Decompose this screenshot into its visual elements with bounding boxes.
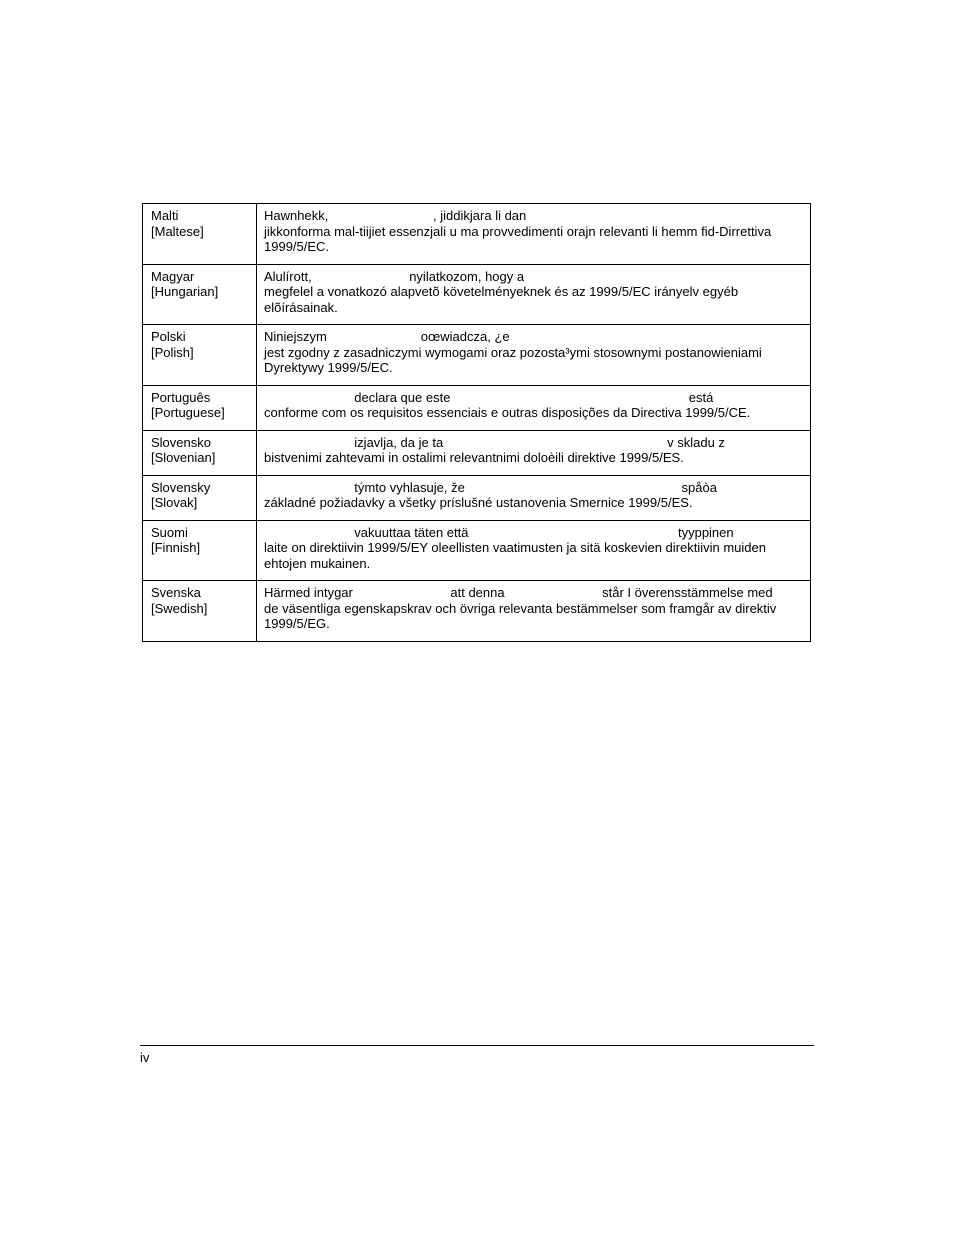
declaration-text-cell bbox=[257, 430, 811, 475]
declaration-line: Alulírott, nyilatkozom, hogy a bbox=[264, 268, 525, 284]
language-english-name: [Polish] bbox=[151, 344, 194, 360]
declaration-line: jikkonforma mal-tiijiet essenzjali u ma provvedimenti orajn relevanti li hemm fid-Dirrettiva bbox=[264, 223, 772, 239]
table-row bbox=[143, 204, 811, 265]
language-name: Slovensky bbox=[151, 479, 211, 495]
language-english-name: [Swedish] bbox=[151, 600, 208, 616]
language-english-name: [Portuguese] bbox=[151, 405, 225, 420]
declaration-text-cell bbox=[257, 475, 811, 520]
footer-divider bbox=[140, 1045, 814, 1046]
language-cell bbox=[143, 581, 257, 642]
language-cell bbox=[143, 385, 257, 430]
table-row bbox=[143, 581, 811, 642]
language-cell bbox=[143, 325, 257, 386]
table-row bbox=[143, 475, 811, 520]
declaration-line: bistvenimi zahtevami in ostalimi relevantnimi doloèili direktive 1999/5/ES. bbox=[264, 450, 684, 465]
table-row bbox=[143, 430, 811, 475]
language-english-name: [Maltese] bbox=[151, 223, 204, 239]
declaration-line: Härmed intygar att denna står I överensstämmelse med bbox=[264, 585, 773, 600]
declaration-table bbox=[142, 203, 811, 642]
declaration-text-cell bbox=[257, 264, 811, 325]
language-english-name: [Slovenian] bbox=[151, 450, 216, 465]
declaration-line: jest zgodny z zasadniczymi wymogami oraz pozosta³ymi stosownymi postanowieniami bbox=[264, 344, 762, 360]
declaration-table-body bbox=[143, 204, 811, 642]
declaration-line: 1999/5/EC. bbox=[264, 239, 330, 254]
declaration-line: megfelel a vonatkozó alapvetõ követelményeknek és az 1999/5/EC irányelv egyéb bbox=[264, 284, 739, 299]
declaration-text-cell bbox=[257, 520, 811, 581]
language-name: Português bbox=[151, 389, 211, 405]
declaration-line: ehtojen mukainen. bbox=[264, 555, 371, 571]
language-cell bbox=[143, 475, 257, 520]
declaration-line: elõírásainak. bbox=[264, 299, 338, 315]
language-english-name: [Slovak] bbox=[151, 495, 198, 510]
language-cell bbox=[143, 520, 257, 581]
table-row bbox=[143, 385, 811, 430]
declaration-text-cell bbox=[257, 204, 811, 265]
declaration-line: 1999/5/EG. bbox=[264, 616, 330, 631]
language-cell bbox=[143, 264, 257, 325]
declaration-line: conforme com os requisitos essenciais e outras disposições da Directiva 1999/5/CE. bbox=[264, 405, 751, 420]
language-name: Magyar bbox=[151, 268, 195, 284]
language-name: Svenska bbox=[151, 585, 201, 600]
declaration-line: laite on direktiivin 1999/5/EY oleellisten vaatimusten ja sitä koskevien direktiivin muiden bbox=[264, 540, 766, 555]
declaration-text-cell bbox=[257, 325, 811, 386]
declaration-text-cell bbox=[257, 385, 811, 430]
language-name: Malti bbox=[151, 208, 179, 223]
table-row bbox=[143, 264, 811, 325]
table-row bbox=[143, 520, 811, 581]
table-row bbox=[143, 325, 811, 386]
declaration-line: vakuuttaa täten että tyyppinen bbox=[264, 524, 734, 540]
declaration-line: základné požiadavky a všetky príslušné ustanovenia Smernice 1999/5/ES. bbox=[264, 495, 693, 510]
declaration-line: izjavlja, da je ta v skladu z bbox=[264, 434, 725, 450]
declaration-line: Dyrektywy 1999/5/EC. bbox=[264, 360, 393, 375]
language-name: Polski bbox=[151, 329, 186, 344]
language-english-name: [Hungarian] bbox=[151, 284, 219, 299]
language-english-name: [Finnish] bbox=[151, 540, 201, 555]
declaration-line: de väsentliga egenskapskrav och övriga relevanta bestämmelser som framgår av direktiv bbox=[264, 600, 777, 616]
language-cell bbox=[143, 204, 257, 265]
declaration-line: týmto vyhlasuje, že spåòa bbox=[264, 479, 717, 495]
language-cell bbox=[143, 430, 257, 475]
declaration-line: declara que este está bbox=[264, 389, 714, 405]
page-number: iv bbox=[140, 1050, 150, 1065]
declaration-text-cell bbox=[257, 581, 811, 642]
declaration-line: Niniejszym oœwiadcza, ¿e bbox=[264, 329, 510, 344]
declaration-line: Hawnhekk, , jiddikjara li dan bbox=[264, 208, 527, 223]
language-name: Suomi bbox=[151, 524, 188, 540]
language-name: Slovensko bbox=[151, 434, 211, 450]
